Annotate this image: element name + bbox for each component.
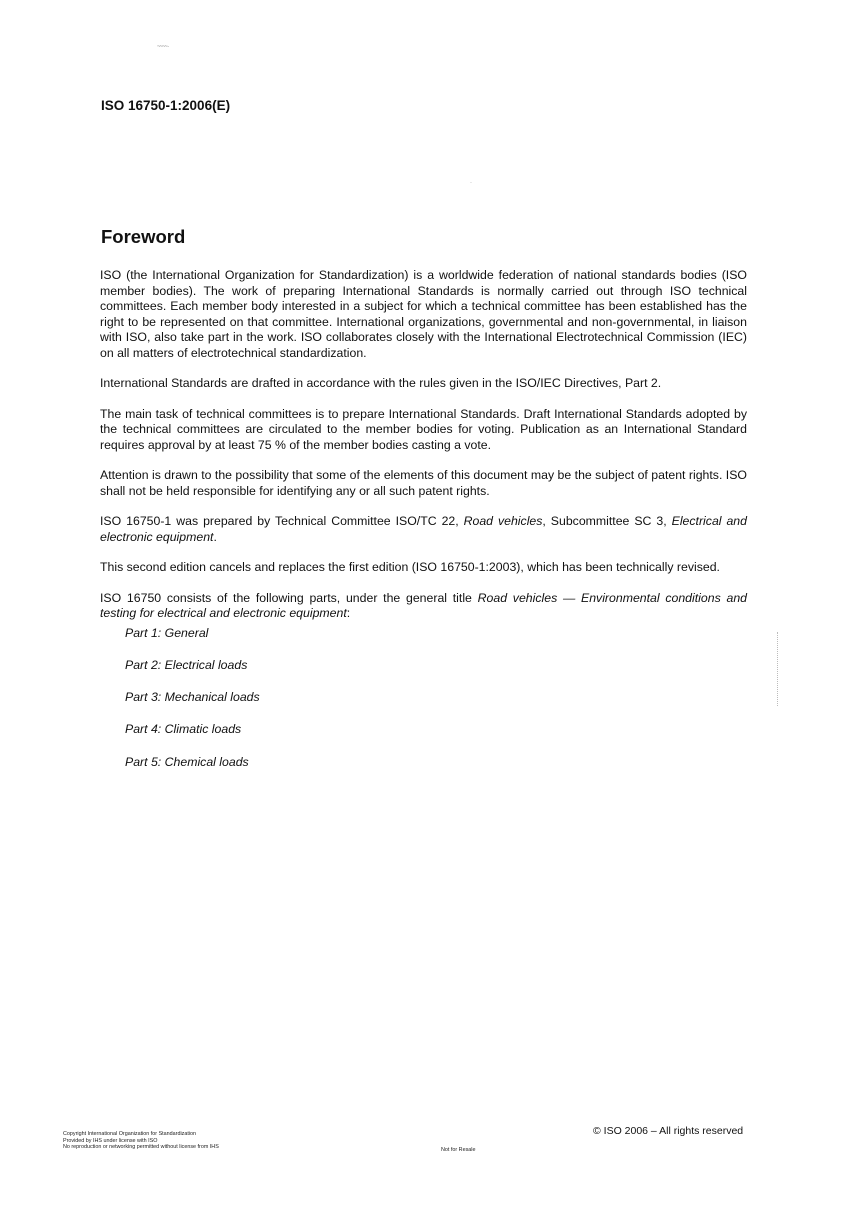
consists-italic-title: Road vehicles — Environmental conditions and testing for electrical and electronic equipment [100,590,747,620]
paragraph-edition: This second edition cancels and replaces the first edition (ISO 16750-1:2003), which has been technically revised. [100,560,720,574]
paragraph-iso-intro: ISO (the International Organization for Standardization) is a worldwide federation of national standards bodies (ISO member bodies). The work of preparing International Standards is normally carried out through ISO technical committees. Each member body interested in a subject for which a technical committee has been established has the right to be represented on that committee. International organizations, governmental and non-governmental, in liaison with ISO, also take part in the work. ISO collaborates closely with the International Electrotechnical Commission (IEC) on all matters of electrotechnical standardization. [100,268,747,360]
paragraph-directives: International Standards are drafted in accordance with the rules given in the ISO/IEC Directives, Part 2. [100,376,662,390]
scan-artifact: · [470,180,471,186]
copyright-line: Provided by IHS under license with ISO [63,1137,158,1144]
part-item: Part 5: Chemical loads [125,754,249,769]
foreword-body [100,268,747,787]
copyright-line: No reproduction or networking permitted without license from IHS [63,1144,219,1150]
scan-artifact: ~~~~ · [157,44,169,50]
document-id: ISO 16750-1:2006(E) [101,98,231,113]
copyright-notice-right: © ISO 2006 – All rights reserved [593,1125,744,1137]
part-item: Part 3: Mechanical loads [125,690,260,705]
parts-list [125,626,747,771]
paragraph-main-task: The main task of technical committees is to prepare International Standards. Draft International Standards adopted by the technical committees are circulated to the member bodies for voting. Publication as an International Standard requires approval by at least 75 % of the member bodies casting a vote. [100,406,747,452]
prepared-text-3: . [213,529,217,544]
prepared-text-2: , Subcommittee SC 3, [542,514,672,528]
scan-margin-dots [777,632,780,706]
copyright-line: Copyright International Organization for Standardization [63,1131,197,1137]
prepared-italic-equipment: Electrical and electronic equipment [100,514,747,544]
paragraph-consists [100,591,747,622]
part-item: Part 2: Electrical loads [125,657,248,672]
paragraph-prepared-by [100,514,747,545]
part-item: Part 4: Climatic loads [125,722,242,737]
paragraph-patent: Attention is drawn to the possibility that some of the elements of this document may be the subject of patent rights. ISO shall not be held responsible for identifying any or all such patent rights. [100,468,747,498]
not-for-resale: Not for Resale [441,1147,476,1153]
consists-text-1: ISO 16750 consists of the following parts, under the general title [100,590,478,605]
copyright-notice-left [63,1131,219,1151]
prepared-italic-road-vehicles: Road vehicles [463,514,543,528]
prepared-text-1: ISO 16750-1 was prepared by Technical Committee ISO/TC 22, [100,514,464,528]
foreword-heading: Foreword [101,226,186,247]
consists-text-2: : [346,606,351,620]
part-item: Part 1: General [125,625,209,640]
